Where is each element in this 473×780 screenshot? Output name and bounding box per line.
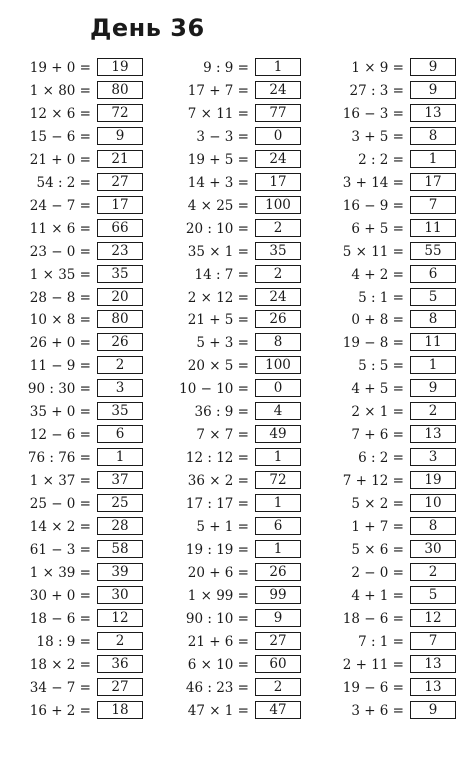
equation-expression: 26 + 0 = [29,335,91,352]
answer-box[interactable]: 2 [410,563,456,581]
equation-expression: 4 × 25 = [187,197,249,214]
answer-box[interactable]: 2 [255,265,301,283]
answer-box[interactable]: 17 [410,173,456,191]
answer-box[interactable]: 0 [255,379,301,397]
answer-box[interactable]: 60 [255,655,301,673]
equation-row [0,540,442,560]
answer-box[interactable]: 11 [410,219,456,237]
answer-box[interactable]: 1 [410,150,456,168]
equation-expression: 2 × 1 = [351,404,404,421]
equation-expression: 19 + 5 = [187,151,249,168]
equation-expression: 10 × 8 = [29,312,91,329]
answer-box[interactable]: 27 [97,173,143,191]
answer-box[interactable]: 6 [97,425,143,443]
answer-box[interactable]: 1 [255,540,301,558]
equation-expression: 12 × 6 = [29,105,91,122]
answer-box[interactable]: 27 [97,678,143,696]
answer-box[interactable]: 17 [97,196,143,214]
equation-expression: 5 + 1 = [196,519,249,535]
answer-box[interactable]: 80 [97,81,143,99]
answer-box[interactable]: 72 [97,104,143,122]
equation-expression: 4 + 5 = [351,381,404,398]
answer-box[interactable]: 9 [97,127,143,145]
equation-row [0,242,442,262]
answer-box[interactable]: 35 [97,265,143,283]
equation-expression: 24 − 7 = [29,197,91,214]
equation-expression: 21 + 5 = [187,312,249,329]
answer-box[interactable]: 6 [255,517,301,535]
answer-box[interactable]: 7 [410,196,456,214]
equation-expression: 21 + 0 = [29,151,91,168]
answer-box[interactable]: 21 [97,150,143,168]
answer-box[interactable]: 1 [255,58,301,76]
equation-row [0,632,438,652]
equation-expression: 1 × 99 = [187,587,249,604]
answer-box[interactable]: 2 [255,219,301,237]
equation-expression: 14 + 3 = [187,174,249,191]
answer-box[interactable]: 13 [410,104,456,122]
answer-box[interactable]: 27 [255,632,301,650]
equation-expression: 19 − 6 = [342,679,404,696]
answer-box[interactable]: 1 [255,448,301,466]
equation-row [0,81,438,101]
answer-box[interactable]: 9 [410,58,456,76]
equation-row [0,425,442,445]
equation-expression: 36 × 2 = [187,473,249,490]
equation-expression: 5 + 3 = [196,335,249,352]
equation-expression: 34 − 7 = [29,679,91,696]
equation-expression: 7 × 7 = [196,427,249,444]
answer-box[interactable]: 30 [97,586,143,604]
answer-box[interactable]: 100 [255,356,301,374]
equation-expression: 16 − 3 = [342,105,404,122]
equation-row [0,196,438,216]
equation-expression: 3 + 14 = [342,174,404,191]
equation-expression: 6 : 2 = [358,450,404,467]
answer-box[interactable]: 17 [255,173,301,191]
equation-expression: 6 × 10 = [187,656,249,673]
equation-row [0,586,438,606]
equation-expression: 3 − 3 = [196,128,249,145]
answer-box[interactable]: 24 [255,150,301,168]
answer-box[interactable]: 12 [97,609,143,627]
equation-expression: 1 × 35 = [29,266,91,283]
answer-box[interactable]: 11 [410,333,456,351]
equation-expression: 16 − 9 = [342,197,404,214]
equation-expression: 19 − 8 = [342,335,404,352]
equation-expression: 90 : 10 = [185,610,249,627]
equation-expression: 12 − 6 = [29,427,91,444]
equation-expression: 4 + 1 = [351,587,404,604]
answer-box[interactable]: 100 [255,196,301,214]
answer-box[interactable]: 30 [410,540,456,558]
answer-box[interactable]: 23 [97,242,143,260]
equation-expression: 0 + 8 = [351,312,404,329]
equation-expression: 1 × 9 = [351,60,404,76]
equation-expression: 5 × 2 = [351,496,404,513]
equation-expression: 35 + 0 = [29,404,91,421]
equation-expression: 18 : 9 = [36,633,91,650]
equation-expression: 25 − 0 = [29,496,91,513]
answer-box[interactable]: 9 [410,701,456,719]
equation-expression: 5 : 5 = [358,358,404,375]
equation-expression: 20 × 5 = [187,358,249,375]
equation-expression: 14 : 7 = [194,266,249,283]
equation-expression: 46 : 23 = [185,679,249,696]
equation-row [0,356,438,376]
answer-box[interactable]: 37 [97,471,143,489]
answer-box[interactable]: 18 [97,701,143,719]
equation-expression: 1 × 80 = [29,82,91,99]
equation-row [0,471,442,491]
equation-row [0,517,438,537]
equation-expression: 6 + 5 = [351,220,404,237]
answer-box[interactable]: 12 [410,609,456,627]
answer-box[interactable]: 19 [410,471,456,489]
equation-expression: 11 − 9 = [29,358,91,375]
answer-box[interactable]: 35 [255,242,301,260]
equation-expression: 28 − 8 = [29,289,91,306]
answer-box[interactable]: 99 [255,586,301,604]
equation-expression: 5 : 1 = [358,289,404,306]
equation-expression: 2 × 12 = [187,289,249,306]
equation-expression: 7 × 11 = [187,105,249,122]
answer-box[interactable]: 10 [410,494,456,512]
answer-box[interactable]: 47 [255,701,301,719]
equation-expression: 7 + 6 = [351,427,404,444]
answer-box[interactable]: 8 [410,517,456,535]
equation-row [0,448,438,468]
answer-box[interactable]: 77 [255,104,301,122]
answer-box[interactable]: 8 [255,333,301,351]
answer-box[interactable]: 6 [410,265,456,283]
answer-box[interactable]: 2 [255,678,301,696]
equation-row [0,150,438,170]
answer-box[interactable]: 9 [255,609,301,627]
equation-row [0,333,442,353]
equation-row [0,402,438,422]
equation-expression: 18 − 6 = [342,610,404,627]
equation-expression: 15 − 6 = [29,128,91,145]
equation-expression: 3 + 6 = [351,702,404,719]
equation-row [0,265,438,285]
equation-expression: 1 + 7 = [351,519,404,535]
answer-box[interactable]: 0 [255,127,301,145]
answer-box[interactable]: 24 [255,288,301,306]
answer-box[interactable]: 1 [255,494,301,512]
answer-box[interactable]: 19 [97,58,143,76]
answer-box[interactable]: 72 [255,471,301,489]
equation-expression: 47 × 1 = [187,702,249,719]
equation-row [0,288,438,308]
equation-expression: 5 × 11 = [342,243,404,260]
answer-box[interactable]: 8 [410,127,456,145]
equation-expression: 2 : 2 = [358,151,404,168]
equation-expression: 3 + 5 = [351,128,404,145]
equation-expression: 1 × 37 = [29,473,91,490]
answer-box[interactable]: 2 [97,356,143,374]
answer-box[interactable]: 49 [255,425,301,443]
equation-expression: 20 + 6 = [187,564,249,581]
equation-expression: 12 : 12 = [185,450,249,467]
equation-expression: 14 × 2 = [29,519,91,535]
answer-box[interactable]: 24 [255,81,301,99]
equation-expression: 4 + 2 = [351,266,404,283]
equation-expression: 7 + 12 = [342,473,404,490]
equation-row [0,701,438,721]
equation-row [0,678,442,698]
equation-expression: 36 : 9 = [194,404,249,421]
answer-box[interactable]: 13 [410,655,456,673]
equation-expression: 9 : 9 = [203,60,249,76]
answer-box[interactable]: 7 [410,632,456,650]
equation-expression: 21 + 6 = [187,633,249,650]
answer-box[interactable]: 13 [410,678,456,696]
equation-row [0,655,442,675]
equation-expression: 17 + 7 = [187,82,249,99]
answer-box[interactable]: 35 [97,402,143,420]
equation-row [0,104,442,124]
equation-row [0,58,438,78]
equation-row [0,379,438,399]
equation-row [0,494,442,514]
answer-box[interactable]: 13 [410,425,456,443]
answer-box[interactable]: 9 [410,81,456,99]
equation-expression: 18 − 6 = [29,610,91,627]
equation-expression: 27 : 3 = [349,82,404,99]
answer-box[interactable]: 80 [97,310,143,328]
answer-box[interactable]: 5 [410,586,456,604]
answer-box[interactable]: 25 [97,494,143,512]
equation-expression: 10 − 10 = [179,381,249,398]
answer-box[interactable]: 26 [97,333,143,351]
equation-expression: 61 − 3 = [29,541,91,558]
equation-expression: 54 : 2 = [36,174,91,191]
equation-expression: 35 × 1 = [187,243,249,260]
answer-box[interactable]: 9 [410,379,456,397]
equation-expression: 7 : 1 = [358,633,404,650]
equation-expression: 5 × 6 = [351,541,404,558]
equation-row [0,310,438,330]
equation-expression: 11 × 6 = [29,220,91,237]
equation-row [0,219,442,239]
answer-box[interactable]: 39 [97,563,143,581]
answer-box[interactable]: 4 [255,402,301,420]
equation-expression: 76 : 76 = [27,450,91,467]
answer-box[interactable]: 2 [97,632,143,650]
equation-expression: 2 − 0 = [351,564,404,581]
answer-box[interactable]: 1 [97,448,143,466]
answer-box[interactable]: 2 [410,402,456,420]
answer-box[interactable]: 3 [97,379,143,397]
equation-expression: 30 + 0 = [29,587,91,604]
answer-box[interactable]: 66 [97,219,143,237]
equation-expression: 18 × 2 = [29,656,91,673]
page-title: День 36 [90,14,205,42]
equation-expression: 16 + 2 = [29,702,91,719]
answer-box[interactable]: 5 [410,288,456,306]
answer-box[interactable]: 36 [97,655,143,673]
answer-box[interactable]: 55 [410,242,456,260]
equation-row [0,563,438,583]
equation-row [0,173,442,193]
equation-expression: 2 + 11 = [342,656,404,673]
equation-expression: 90 : 30 = [27,381,91,398]
answer-box[interactable]: 8 [410,310,456,328]
equation-expression: 20 : 10 = [185,220,249,237]
answer-box[interactable]: 28 [97,517,143,535]
answer-box[interactable]: 1 [410,356,456,374]
answer-box[interactable]: 58 [97,540,143,558]
answer-box[interactable]: 20 [97,288,143,306]
answer-box[interactable]: 26 [255,563,301,581]
answer-box[interactable]: 3 [410,448,456,466]
equation-expression: 19 : 19 = [185,541,249,558]
equation-expression: 23 − 0 = [29,243,91,260]
answer-box[interactable]: 26 [255,310,301,328]
equation-expression: 17 : 17 = [185,496,249,513]
equation-expression: 19 + 0 = [29,60,91,76]
equation-row [0,609,442,629]
equation-expression: 1 × 39 = [29,564,91,581]
equation-row [0,127,438,147]
